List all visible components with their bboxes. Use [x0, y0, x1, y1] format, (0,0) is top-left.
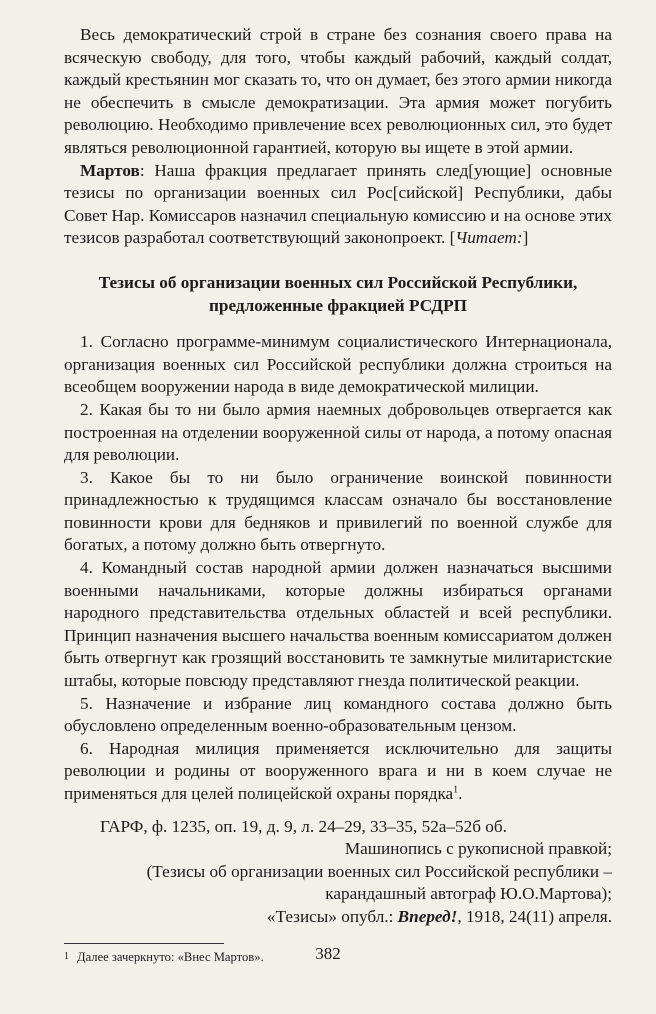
- thesis-item-6: [64, 738, 612, 806]
- theses-title: [64, 272, 612, 317]
- theses-title-line-2: предложенные фракцией РСДРП: [209, 295, 467, 315]
- thesis-item-4: 4. Командный состав народной армии должен назначаться высшими военными начальниками, которые должны избираться органами народного представительства отдельных областей и всей республики. Принцип назначения высшего начальства военным комиссариатом должен быть отвергнут как грозящий восстановить те замкнутые милитаристские штабы, которые повсюду представляют гнезда политической реакции.: [64, 558, 612, 691]
- speaker-name: Мартов: [80, 160, 140, 180]
- paragraph-democratization: Весь демократический строй в стране без сознания своего права на всяческую свободу, для того, чтобы каждый рабочий, каждый солдат, каждый крестьянин мог сказать то, что он думает, без этого армии никогда не обеспечить в смысле демократизации. Эта армия может погубить революцию. Необходимо привлечение всех революционных сил, это будет являться революционной гарантией, которую вы ищете в этой армии.: [64, 25, 612, 157]
- thesis-item-6-end: .: [458, 784, 463, 803]
- page-number: 382: [315, 944, 341, 963]
- theses-title-line-1: Тезисы об организации военных сил Российской Республики,: [98, 272, 578, 292]
- footnote-number: 1: [64, 950, 69, 962]
- thesis-item-3: 3. Какое бы то ни было ограничение воинской повинности принадлежностью к трудящимся классам означало бы восстановление повинности крови для бедняков и привилегий по военной службе для богатых, а потому должно быть отвергнуто.: [64, 467, 612, 555]
- newspaper-title: Вперед!: [397, 906, 458, 926]
- thesis-item-2: 2. Какая бы то ни было армия наемных добровольцев отвергается как построенная на отделении вооруженной силы от народа, а потому опасная для революции.: [64, 399, 612, 465]
- document-page: [64, 24, 612, 966]
- stage-direction: Читает:: [455, 228, 523, 248]
- thesis-item-1: 1. Согласно программе-минимум социалистического Интернационала, организация военных сил Российской республики должна строиться на всеобщем вооружении народа в виде демократической милиции.: [64, 332, 612, 397]
- source-line-5: [64, 906, 612, 929]
- footnote-ref: 1: [453, 784, 459, 796]
- source-line-2: Машинопись с рукописной правкой;: [344, 839, 612, 859]
- source-line-3: (Тезисы об организации военных сил Российской республики –: [146, 861, 612, 881]
- archive-source: [64, 816, 612, 929]
- martov-speech: : Наша фракция предлагает принять след[ующие] основные тезисы по организации военных сил Рос[сийской] Республики, дабы Совет Нар. Комиссаров назначил специальную комиссию и на основе этих тезисов разработал соответствующий законопроект. [: [64, 160, 612, 248]
- footnote-text: Далее зачеркнуто: «Внес Мартов».: [77, 949, 264, 964]
- thesis-item-5: 5. Назначение и избрание лиц командного состава должно быть обусловлено определенным военно-образовательным цензом.: [64, 693, 612, 736]
- thesis-item-6-text: 6. Народная милиция применяется исключительно для защиты революции и родины от вооруженного врага и ни в коем случае не применяться для целей полицейской охраны порядка: [64, 738, 612, 803]
- bracket-close: ]: [522, 228, 529, 248]
- paragraph-martov: [64, 160, 612, 250]
- source-line-1: ГАРФ, ф. 1235, оп. 19, д. 9, л. 24–29, 33–35, 52а–52б об.: [100, 816, 507, 836]
- source-date: , 1918, 24(11) апреля.: [457, 906, 612, 926]
- source-line-4: карандашный автограф Ю.О.Мартова);: [325, 884, 612, 904]
- source-published: «Тезисы» опубл.:: [266, 906, 398, 926]
